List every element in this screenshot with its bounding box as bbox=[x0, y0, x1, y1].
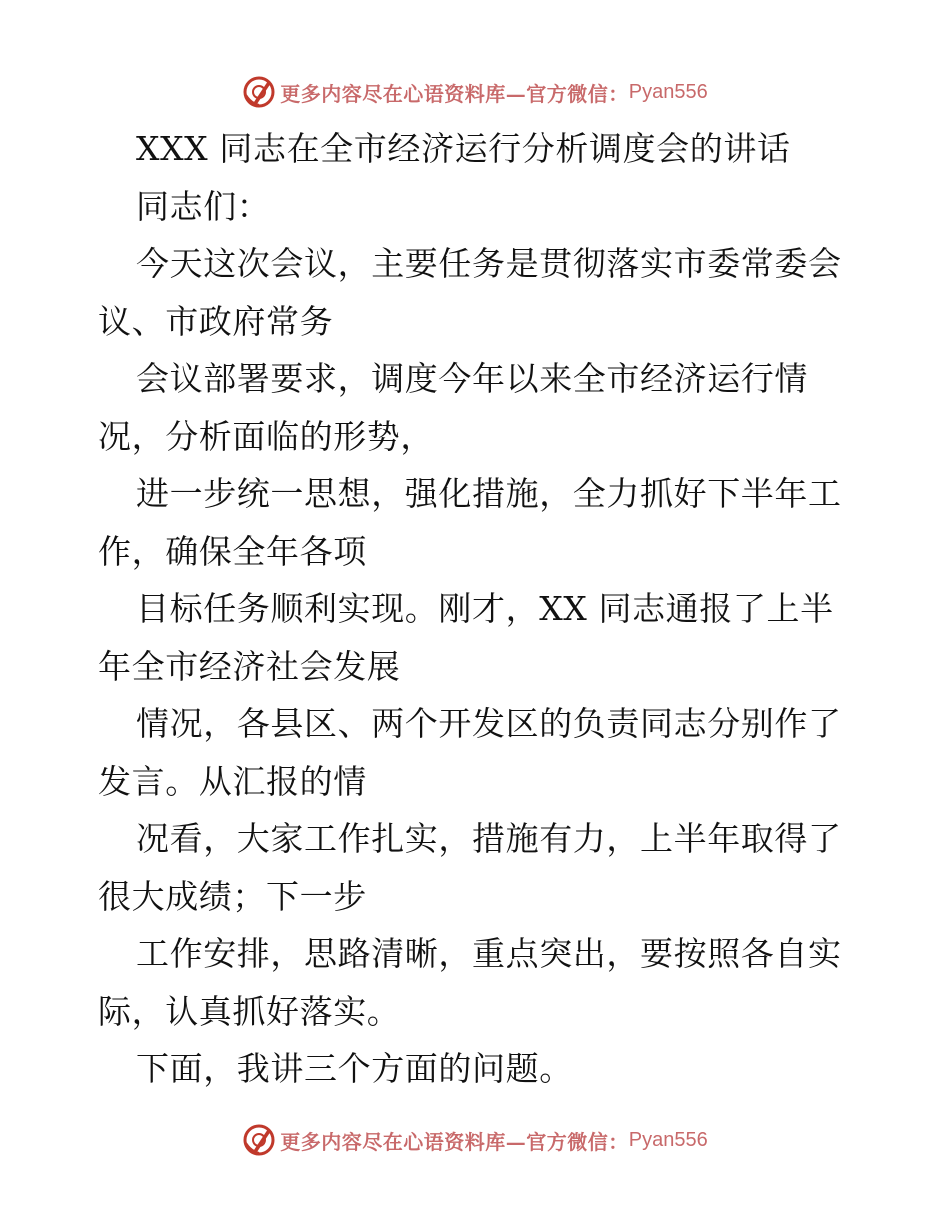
text-line: 进一步统一思想，强化措施，全力抓好下半年工 bbox=[136, 474, 842, 513]
watermark-account: Pyan556 bbox=[628, 1128, 708, 1151]
watermark-brand-text: 更多内容尽在心语资料库—官方微信： bbox=[280, 1129, 629, 1154]
text-line: 况，分析面临的形势， bbox=[98, 416, 434, 456]
header-watermark bbox=[0, 72, 950, 112]
text-line: 作，确保全年各项 bbox=[98, 531, 367, 571]
text-line: 今天这次会议，主要任务是贯彻落实市委常委会 bbox=[136, 244, 842, 283]
text-line: 情况，各县区、两个开发区的负责同志分别作了 bbox=[136, 704, 842, 743]
text-line: 会议部署要求，调度今年以来全市经济运行情 bbox=[136, 359, 808, 398]
text-line: 目标任务顺利实现。刚才，XX 同志通报了上半 bbox=[136, 589, 834, 628]
text-line: 际，认真抓好落实。 bbox=[98, 991, 401, 1031]
watermark-brand-text: 更多内容尽在心语资料库—官方微信： bbox=[280, 81, 629, 106]
text-line: 下面，我讲三个方面的问题。 bbox=[136, 1049, 573, 1088]
footer-watermark bbox=[0, 1120, 950, 1160]
text-line: 年全市经济社会发展 bbox=[98, 646, 401, 686]
pen-circle-logo-icon bbox=[242, 1123, 276, 1157]
document-body bbox=[98, 120, 858, 1098]
text-line: 很大成绩；下一步 bbox=[98, 876, 367, 916]
watermark-account: Pyan556 bbox=[628, 80, 708, 103]
text-line: 况看，大家工作扎实，措施有力，上半年取得了 bbox=[136, 819, 842, 858]
text-line: 议、市政府常务 bbox=[98, 301, 334, 341]
text-line: 同志们： bbox=[136, 186, 271, 226]
text-line: 发言。从汇报的情 bbox=[98, 761, 367, 801]
document-title: XXX 同志在全市经济运行分析调度会的讲话 bbox=[136, 129, 791, 168]
text-line: 工作安排，思路清晰，重点突出，要按照各自实 bbox=[136, 934, 842, 973]
pen-circle-logo-icon bbox=[242, 75, 276, 109]
